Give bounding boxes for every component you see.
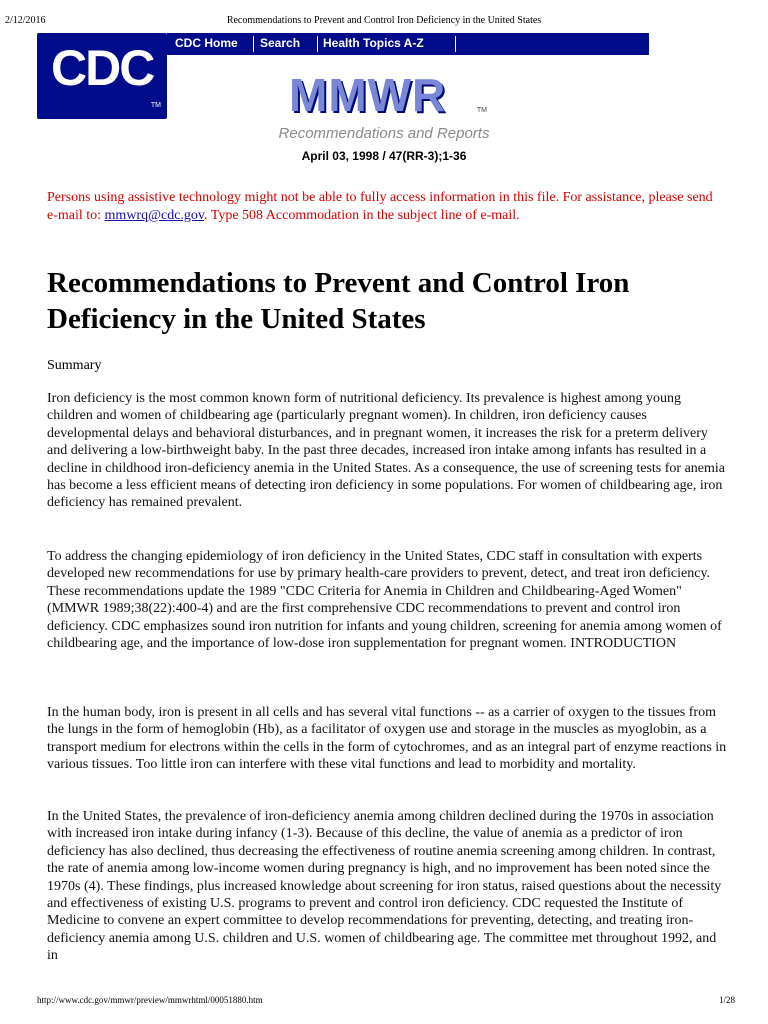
- body-paragraph: Iron deficiency is the most common known form of nutritional deficiency. Its prevalence is highest among young children and women of childbearing age (particularly pregnant women). In children, iron deficiency causes developmental delays and behavioral disturbances, and in pregnant women, it increases the risk for a preterm delivery and delivering a low-birthweight baby. In the past three decades, increased iron intake among infants has resulted in a decline in childhood iron-deficiency anemia in the United States. As a consequence, the use of screening tests for anemia has become a less efficient means of detecting iron deficiency in some populations. For women of childbearing age, iron deficiency has remained prevalent.: [47, 391, 725, 511]
- mmwr-logo-text: MMWR: [289, 69, 447, 121]
- nav-separator: [317, 36, 318, 52]
- print-date: 2/12/2016: [5, 15, 46, 26]
- top-navbar: [167, 33, 649, 55]
- document-title: Recommendations to Prevent and Control Iron Deficiency in the United States: [47, 267, 630, 335]
- report-series: Recommendations and Reports: [278, 125, 490, 142]
- print-page-title: Recommendations to Prevent and Control Iron Deficiency in the United States: [226, 15, 542, 26]
- page-number: 1/28: [718, 995, 735, 1005]
- nav-cdc-home-link[interactable]: CDC Home: [175, 36, 238, 50]
- print-header: [0, 15, 768, 29]
- body-paragraph: To address the changing epidemiology of iron deficiency in the United States, CDC staff in consultation with experts developed new recommendations for use by primary health-care providers to prevent, detect, and treat iron deficiency. These recommendations update the 1989 "CDC Criteria for Anemia in Children and Childbearing-Aged Women" (MMWR 1989;38(22):400-4) and are the first comprehensive CDC recommendations to prevent and control iron deficiency. CDC emphasizes sound iron nutrition for infants and young children, screening for anemia among women of childbearing age, and the importance of low-dose iron supplementation for pregnant women. INTRODUCTION: [47, 549, 722, 652]
- nav-health-topics-link[interactable]: Health Topics A-Z: [323, 36, 424, 50]
- body-paragraph: In the United States, the prevalence of iron-deficiency anemia among children declined during the 1970s in association with increased iron intake during infancy (1-3). Because of this decline, the value of anemia as a predictor of iron deficiency has also declined, thus decreasing the effectiveness of routine anemia screening among children. In contrast, the rate of anemia among low-income women during pregnancy is high, and no improvement has been noted since the 1970s (4). These findings, plus increased knowledge about screening for iron status, raised questions about the necessity and effectiveness of existing U.S. programs to prevent and control iron deficiency. CDC requested the Institute of Medicine to convene an expert committee to develop recommendations for preventing, detecting, and treating iron-deficiency anemia among U.S. children and U.S. women of childbearing age. The committee met throughout 1992, and in: [47, 809, 722, 964]
- mmwr-logo-trademark: TM: [476, 107, 487, 114]
- nav-separator: [455, 36, 456, 52]
- issue-date: April 03, 1998 / 47(RR-3);1-36: [301, 149, 467, 163]
- page-url: http://www.cdc.gov/mmwr/preview/mmwrhtml/00051880.htm: [37, 995, 263, 1005]
- accessibility-notice-text: Persons using assistive technology might not be able to fully access information in this file. For assistance, please send e-mail to:: [47, 190, 713, 223]
- cdc-logo-trademark: TM: [150, 102, 161, 109]
- summary-heading: Summary: [47, 358, 102, 373]
- body-paragraph: In the human body, iron is present in all cells and has several vital functions -- as a carrier of oxygen to the tissues from the lungs in the form of hemoglobin (Hb), as a facilitator of oxygen use and storage in the muscles as myoglobin, as a transport medium for electrons within the cells in the form of cytochromes, and as an integral part of enzyme reactions in various tissues. Too little iron can interfere with these vital functions and lead to morbidity and mortality.: [47, 705, 727, 773]
- cdc-logo[interactable]: [37, 33, 167, 119]
- accessibility-notice: [47, 189, 723, 225]
- cdc-logo-text: CDC: [51, 40, 154, 96]
- accessibility-notice-text-end: . Type 508 Accommodation in the subject line of e-mail.: [204, 208, 520, 223]
- nav-search-link[interactable]: Search: [260, 36, 301, 50]
- mmwr-logo[interactable]: [289, 70, 487, 120]
- contact-email-link[interactable]: mmwrq@cdc.gov: [104, 208, 205, 223]
- nav-separator: [253, 36, 254, 52]
